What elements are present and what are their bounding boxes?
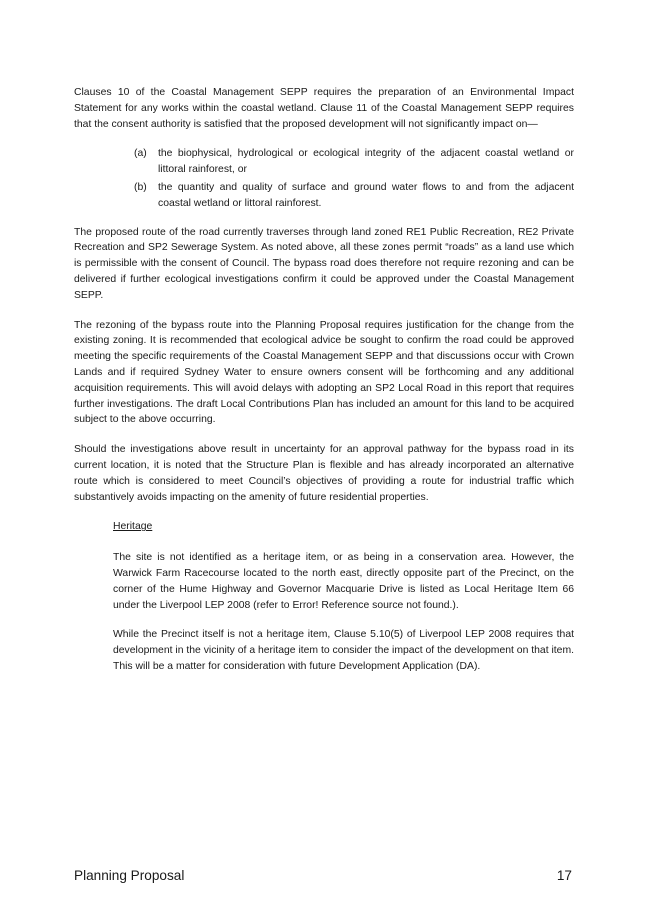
paragraph-road-route: The proposed route of the road currently traverses through land zoned RE1 Public Recreation, RE2 Private Recreation and SP2 Sewerage System. As noted above, all these zones permit “roads” as a land use which is permissible with the consent of Council. The bypass road does therefore not require rezoning and can be delivered if further ecological investigations confirm it could be approved under the Coastal Management SEPP. bbox=[74, 226, 574, 301]
list-item bbox=[74, 180, 574, 212]
paragraph-rezoning: The rezoning of the bypass route into the Planning Proposal requires justification for the change from the existing zoning. It is recommended that ecological advice be sought to confirm the road could be approved meeting the specific requirements of the Coastal Management SEPP and that discussions occur with Crown Lands and if required Sydney Water to ensure owners consent will be forthcoming and any additional acquisition requirements. This will avoid delays with adopting an SP2 Local Road in this report that requires further investigations. The draft Local Contributions Plan has included an amount for this land to be acquired subject to the above occurring. bbox=[74, 319, 574, 426]
heritage-paragraph-2: While the Precinct itself is not a heritage item, Clause 5.10(5) of Liverpool LEP 2008 requires that development in the vicinity of a heritage item to consider the impact of the development on that item. This will be a matter for consideration with future Development Application (DA). bbox=[113, 629, 574, 672]
list-item bbox=[74, 146, 574, 178]
heritage-paragraph-1: The site is not identified as a heritage item, or as being in a conservation area. However, the Warwick Farm Racecourse located to the north east, directly opposite part of the Precinct, on the corner of the Hume Highway and Governor Macquarie Drive is listed as Local Heritage Item 66 under the Liverpool LEP 2008 (refer to Error! Reference source not found.). bbox=[113, 552, 574, 611]
paragraph-investigations: Should the investigations above result in uncertainty for an approval pathway for the bypass road in its current location, it is noted that the Structure Plan is flexible and has already incorporated an alternative route which is considered to meet Council’s objectives of providing a route for industrial traffic which substantively avoids impacting on the amenity of future residential properties. bbox=[74, 444, 574, 503]
list-marker: (a) bbox=[134, 148, 147, 160]
page-footer bbox=[74, 867, 572, 885]
paragraph-sepp-clauses: Clauses 10 of the Coastal Management SEPP requires the preparation of an Environmental Impact Statement for any works within the coastal wetland. Clause 11 of the Coastal Management SEPP requires that the consent authority is satisfied that the proposed development will not significantly impact on— bbox=[74, 87, 574, 130]
list-item-text: the biophysical, hydrological or ecological integrity of the adjacent coastal wetland or littoral rainforest, or bbox=[158, 148, 574, 176]
heritage-section bbox=[113, 519, 574, 674]
list-item-text: the quantity and quality of surface and ground water flows to and from the adjacent coastal wetland or littoral rainforest. bbox=[158, 181, 574, 209]
heritage-heading: Heritage bbox=[113, 521, 153, 533]
footer-title: Planning Proposal bbox=[74, 868, 185, 883]
impact-list bbox=[74, 146, 574, 211]
list-marker: (b) bbox=[134, 181, 147, 193]
document-body bbox=[74, 85, 574, 689]
page-number: 17 bbox=[556, 868, 572, 883]
